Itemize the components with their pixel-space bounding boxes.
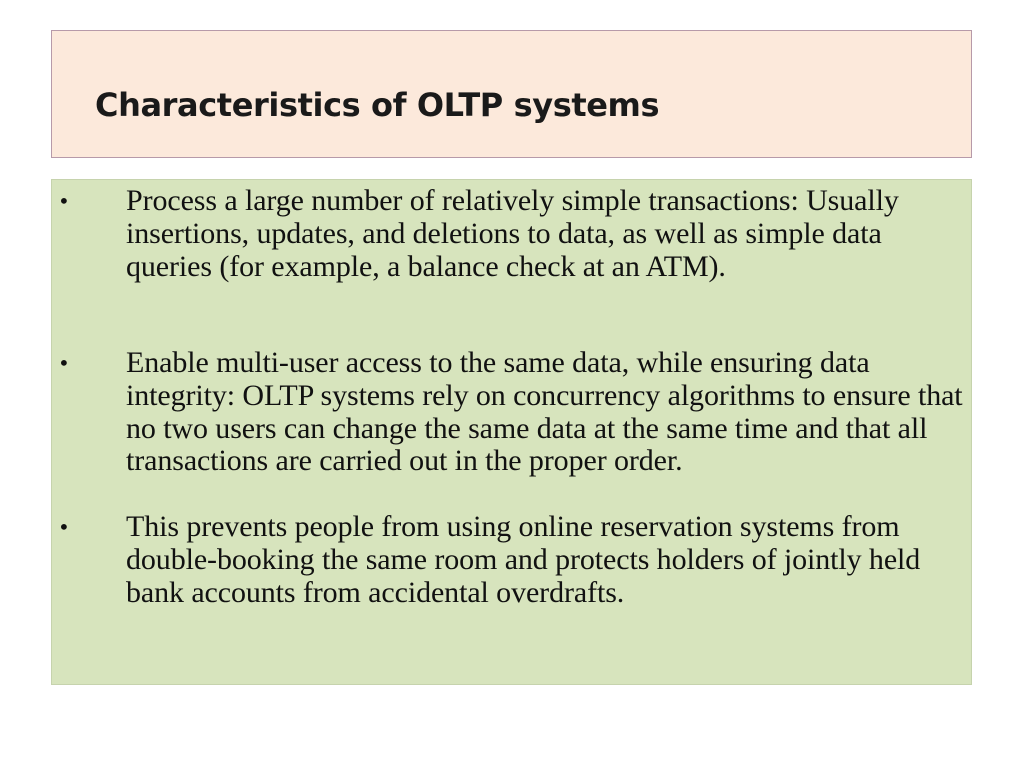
slide-title: Characteristics of OLTP systems (95, 86, 660, 124)
bullet-text: This prevents people from using online reservation systems from double-booking the same room and protects holders of jointly held bank accounts from accidental overdrafts. (126, 510, 921, 609)
bullet-text: Process a large number of relatively simple transactions: Usually insertions, updates, and deletions to data, as well as simple data queries (for example, a balance check at an ATM). (126, 184, 899, 283)
bullet-marker: • (58, 189, 70, 213)
bullet-marker: • (58, 351, 70, 375)
bullet-marker: • (58, 515, 70, 539)
content-panel (51, 179, 972, 685)
bullet-text: Enable multi-user access to the same data, while ensuring data integrity: OLTP systems rely on concurrency algorithms to ensure that no two users can change the same data at the same time and that all transactions are carried out in the proper order. (126, 346, 963, 478)
title-panel (51, 30, 972, 158)
